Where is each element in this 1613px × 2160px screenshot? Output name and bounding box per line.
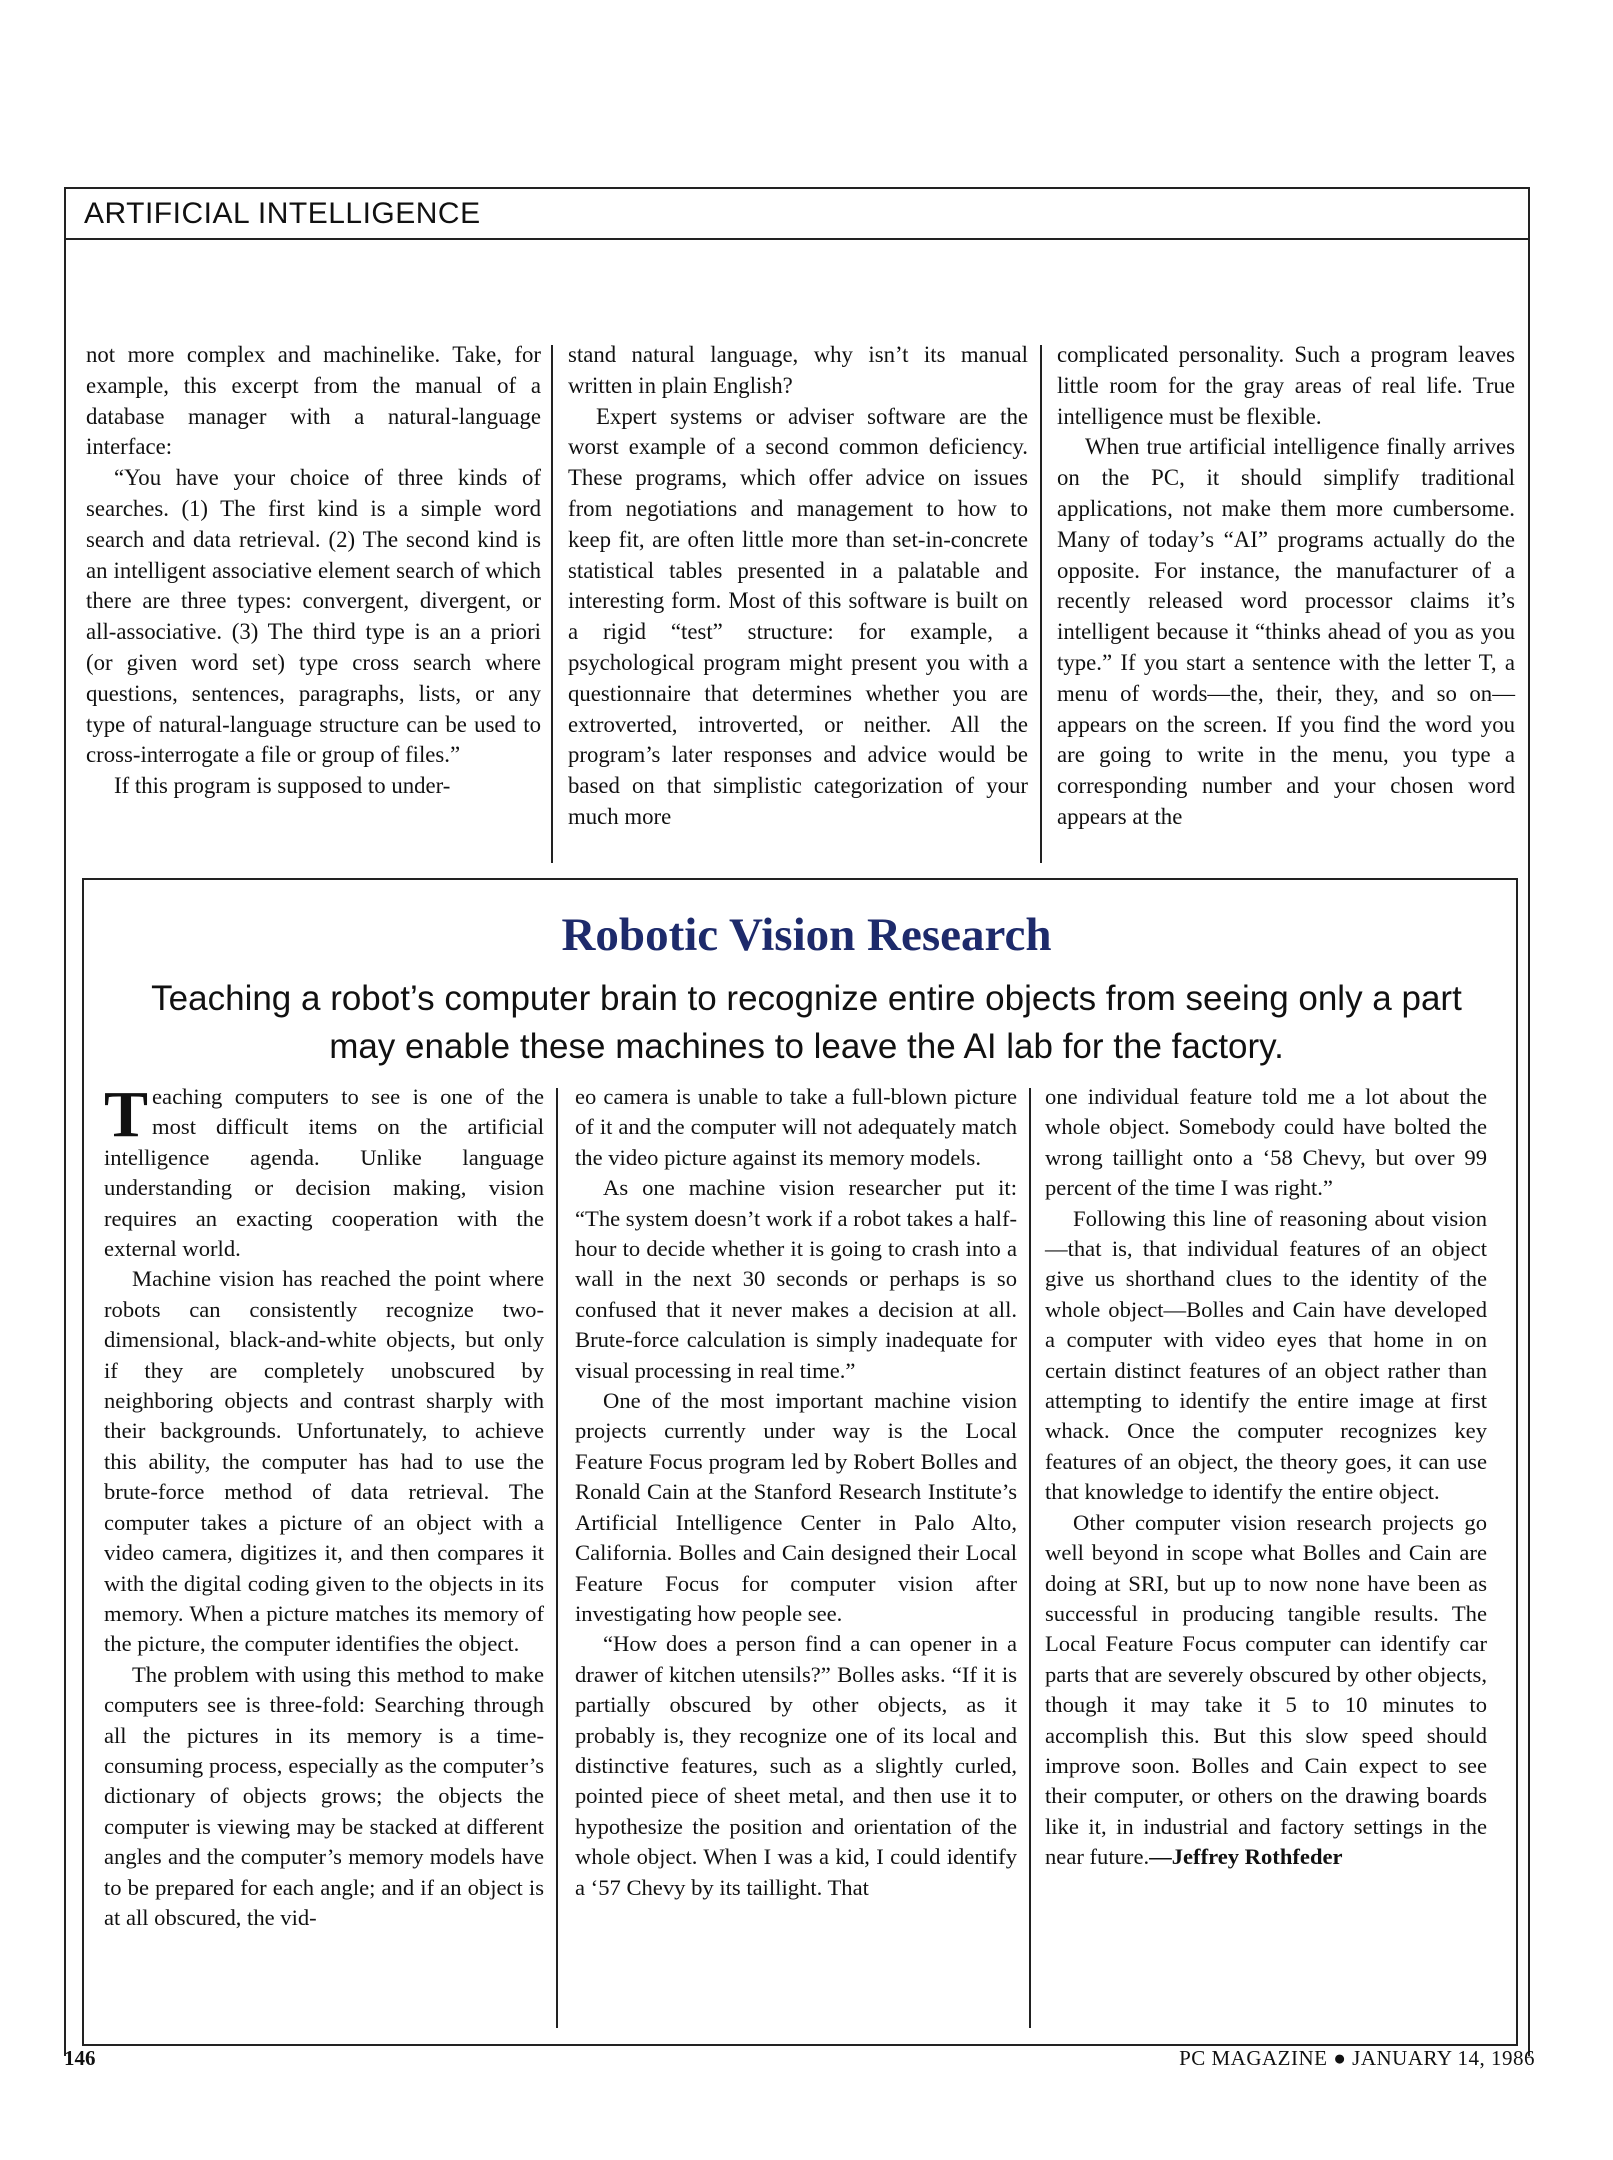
sidebar-paragraph: The problem with using this method to make computers see is three-fold: Searching through all the pictures in its memory is a time-consuming process, especially as the computer’s dictionary of objects grows; the objects the computer is viewing may be stacked at different angles and the computer’s memory models have to be prepared for each angle; and if an object is at all obscured, the vid- (104, 1661, 544, 1930)
footer-magazine-date: PC MAGAZINE ● JANUARY 14, 1986 (1179, 2046, 1535, 2070)
sidebar-paragraph (104, 1078, 544, 1264)
sidebar-paragraph: Machine vision has reached the point where robots can consistently recognize two-dimensional, black-and-white objects, but only if they are completely unobscured by neighboring objects and contrast sharply with their backgrounds. Unfortunately, to achieve this ability, the computer has had to use the brute-force method of data retrieval. The computer takes a picture of an object with a video camera, digitizes it, and then compares it with the digital coding given to the objects in its memory. When a picture matches its memory of the picture, the computer identifies the object. (104, 1266, 544, 1657)
sidebar-paragraph (1045, 1508, 1487, 1873)
column-divider (556, 1088, 558, 2028)
sidebar-column-3 (1045, 1082, 1487, 1873)
sidebar-paragraph: One of the most important machine vision projects currently under way is the Local Feature Focus program led by Robert Bolles and Ronald Cain at the Stanford Research Institute’s Artificial Intelligence Center in Palo Alto, California. Bolles and Cain designed their Local Feature Focus for computer vision after investigating how people see. (575, 1388, 1017, 1626)
sidebar-paragraph: Following this line of reasoning about vision—that is, that individual features of an object give us shorthand clues to the identity of the whole object—Bolles and Cain have developed a computer with video eyes that home in on certain distinct features of an object rather than attempting to identify the entire image at first whack. Once the computer recognizes key features of an object, the theory goes, it can use that knowledge to identify the entire object. (1045, 1205, 1487, 1505)
sidebar-paragraph: one individual feature told me a lot about the whole object. Somebody could have bolted the wrong taillight onto a ‘58 Chevy, but over 99 percent of the time I was right.” (1045, 1084, 1487, 1201)
sidebar-column-2 (575, 1082, 1017, 1903)
section-header: ARTIFICIAL INTELLIGENCE (64, 187, 1530, 240)
column-divider (1029, 1088, 1031, 2028)
article-paragraph: Expert systems or adviser software are the worst example of a second common deficiency. These programs, which offer advice on issues from negotiations and management to how to keep fit, are often little more than set-in-concrete statistical tables presented in a palatable and interesting form. Most of this software is built on a rigid “test” structure: for example, a psychological program might present you with a questionnaire that determines whether you are extroverted, introverted, or neither. All the program’s later responses and advice would be based on that simplistic categorization of your much more (568, 403, 1028, 829)
sidebar-column-1 (104, 1078, 544, 1933)
article-column-2 (568, 340, 1028, 833)
column-divider (551, 345, 553, 863)
article-paragraph: stand natural language, why isn’t its manual written in plain English? (568, 342, 1028, 398)
sidebar-paragraph: “How does a person find a can opener in a drawer of kitchen utensils?” Bolles asks. “If it is partially obscured by other objects, as it probably is, they recognize one of its local and distinctive features, such as a slightly curled, pointed piece of sheet metal, and then use it to hypothesize the position and orientation of the whole object. When I was a kid, I could identify a ‘57 Chevy by its taillight. That (575, 1631, 1017, 1900)
article-column-1 (86, 340, 541, 802)
sidebar-paragraph: eo camera is unable to take a full-blown picture of it and the computer will not adequately match the video picture against its memory models. (575, 1084, 1017, 1170)
drop-cap: T (104, 1078, 149, 1151)
sidebar-paragraph: As one machine vision researcher put it: “The system doesn’t work if a robot takes a half-hour to decide whether it is going to crash into a wall in the next 30 seconds or perhaps is so confused that it never makes a decision at all. Brute-force calculation is simply inadequate for visual processing in real time.” (575, 1175, 1017, 1383)
sidebar-paragraph-text: Other computer vision research projects go well beyond in scope what Bolles and Cain are doing at SRI, but up to now none have been as successful in producing tangible results. The Local Feature Focus computer can identify car parts that are severely obscured by other objects, though it may take it 5 to 10 minutes to accomplish this. But this slow speed should improve soon. Bolles and Cain expect to see their computer, or others on the drawing boards like it, in industrial and factory settings in the near future. (1045, 1509, 1487, 1870)
article-paragraph: complicated personality. Such a program leaves little room for the gray areas of real life. True intelligence must be flexible. (1057, 342, 1515, 429)
article-paragraph: When true artificial intelligence finally arrives on the PC, it should simplify traditional applications, not make them more cumbersome. Many of today’s “AI” programs actually do the opposite. For instance, the manufacturer of a recently released word processor claims it’s intelligent because it “thinks ahead of you as you type.” If you start a sentence with the letter T, a menu of words—the, their, they, and so on—appears on the screen. If you find the word you are going to write in the menu, you type a corresponding number and your chosen word appears at the (1057, 434, 1515, 829)
byline: —Jeffrey Rothfeder (1149, 1844, 1343, 1870)
article-column-3 (1057, 340, 1515, 833)
page-number: 146 (64, 2046, 96, 2070)
article-paragraph: not more complex and machinelike. Take, for example, this excerpt from the manual of a database manager with a natural-language interface: (86, 342, 541, 460)
sidebar-deck: Teaching a robot’s computer brain to recognize entire objects from seeing only a part may enable these machines to leave the AI lab for the factory. (151, 979, 1462, 1066)
article-paragraph: “You have your choice of three kinds of searches. (1) The first kind is a simple word search and data retrieval. (2) The second kind is an intelligent associative element search of which there are three types: convergent, divergent, or all-associative. (3) The third type is an a priori (or given word set) type cross search where questions, sentences, paragraphs, lists, or any type of natural-language structure can be used to cross-interrogate a file or group of files.” (86, 465, 541, 768)
column-divider (1040, 345, 1042, 863)
article-paragraph: If this program is supposed to under- (114, 773, 451, 799)
sidebar-title: Robotic Vision Research (561, 909, 1052, 961)
sidebar-paragraph-text: eaching computers to see is one of the most difficult items on the artificial intelligence agenda. Unlike language understanding or decision making, vision requires an exacting cooperation with the external world. (104, 1084, 544, 1262)
